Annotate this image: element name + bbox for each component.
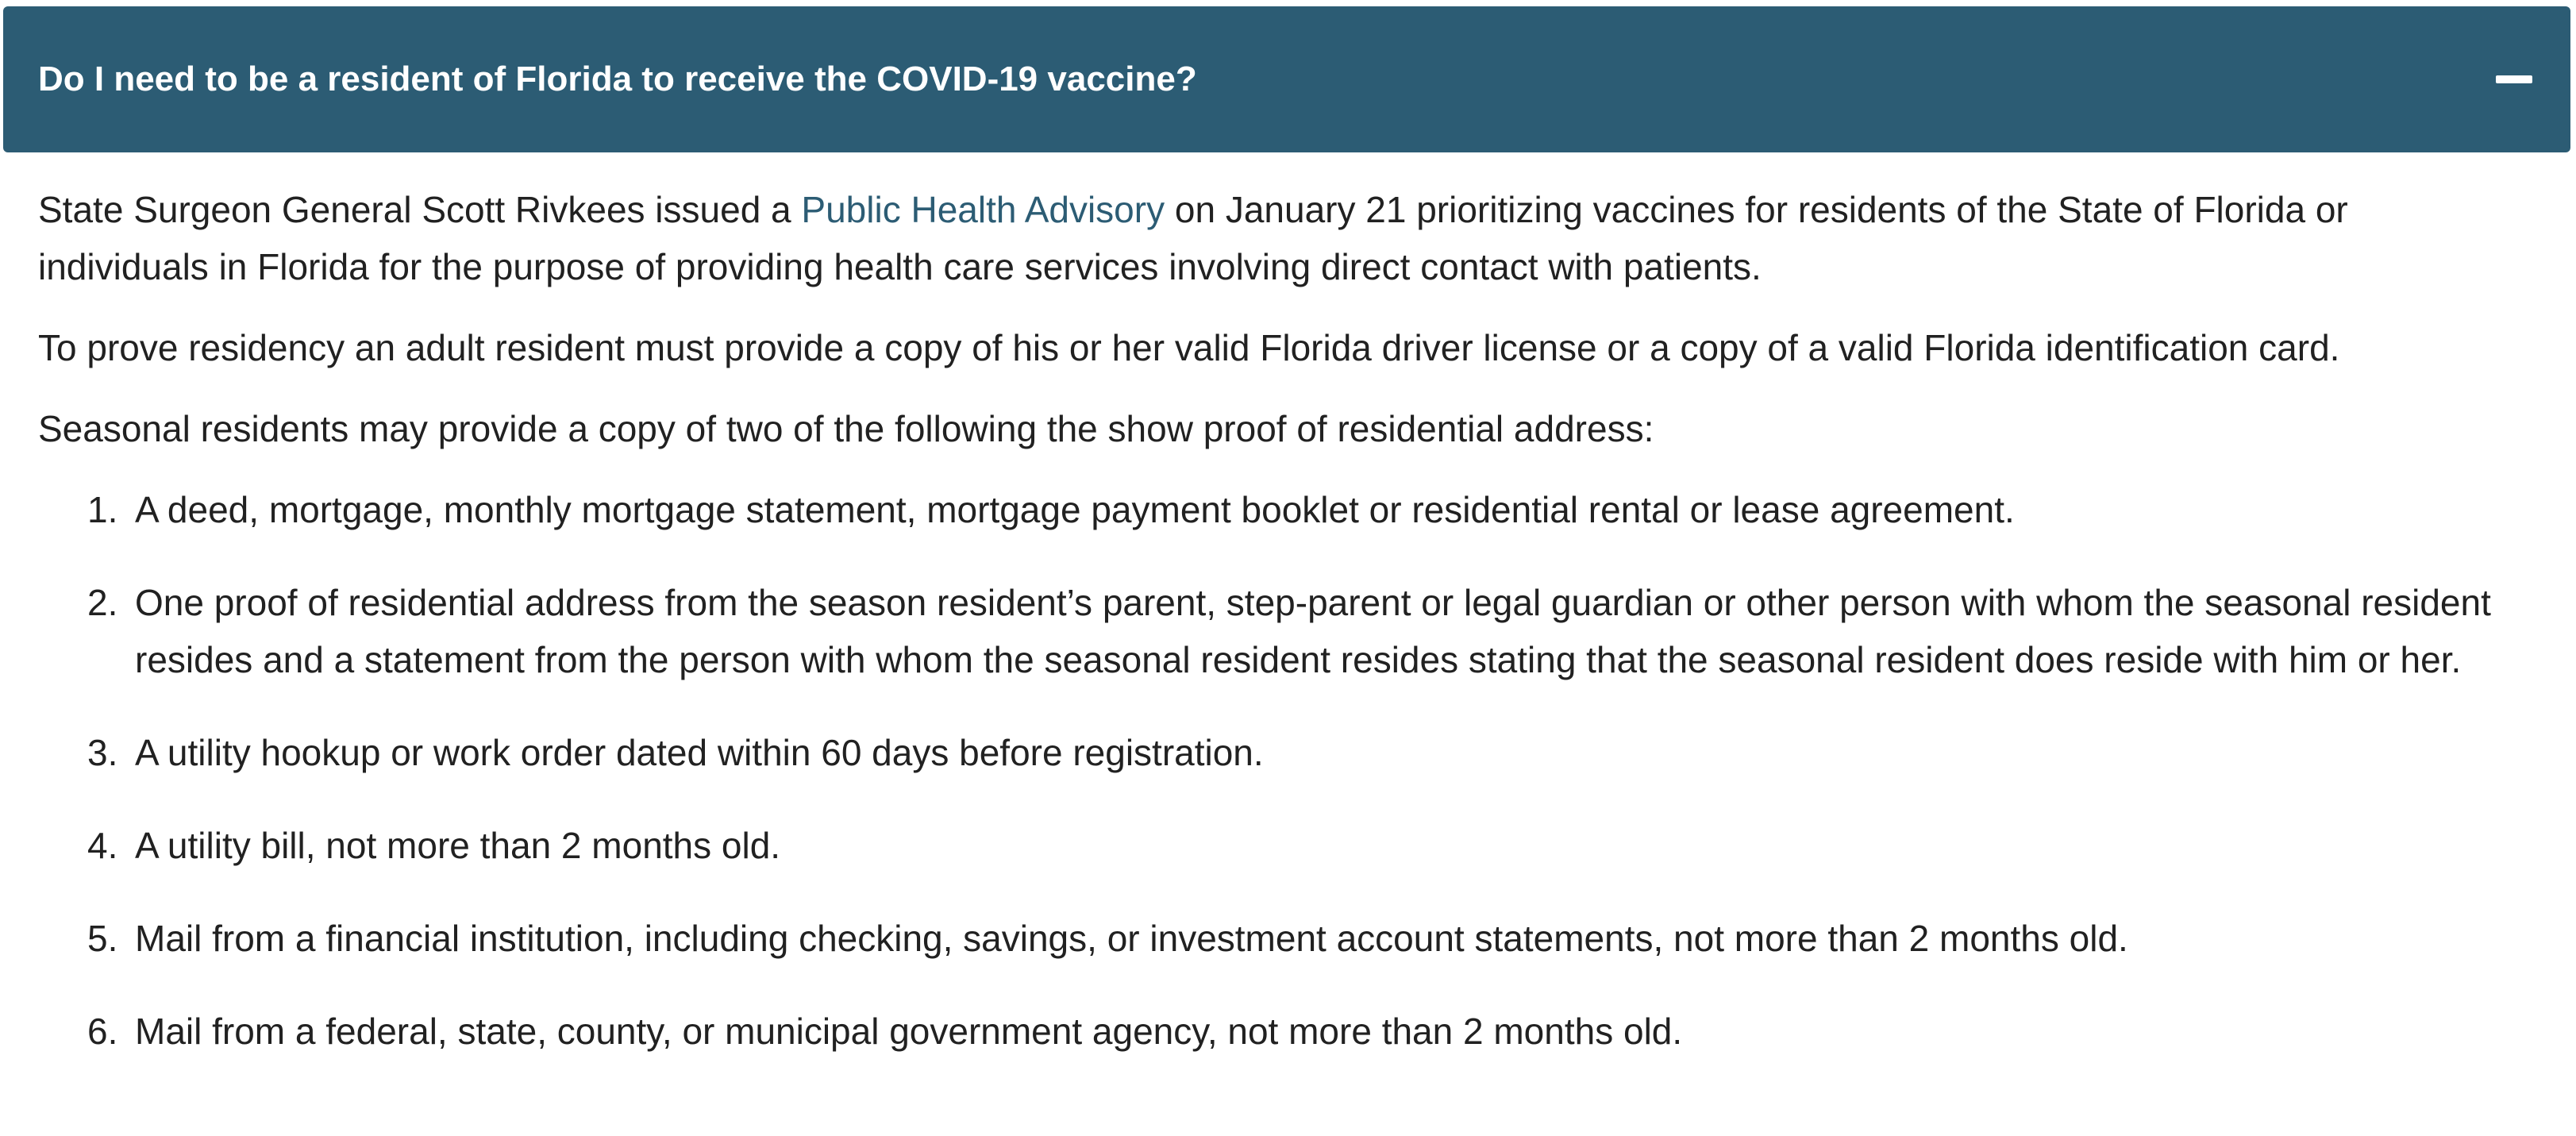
list-item [38, 481, 2564, 538]
list-item-number: 3. [87, 732, 118, 773]
list-item [38, 910, 2564, 967]
faq-answer-body [38, 181, 2539, 1096]
list-item-text: A deed, mortgage, monthly mortgage statement, mortgage payment booklet or residential rental or lease agreement. [135, 489, 2015, 530]
list-item [38, 574, 2564, 688]
faq-question-header[interactable] [3, 6, 2570, 152]
seasonal-intro-paragraph: Seasonal residents may provide a copy of two of the following the show proof of residential address: [38, 408, 1654, 449]
list-item-text: Mail from a financial institution, including checking, savings, or investment account statements, not more than 2 months old. [135, 918, 2128, 959]
list-item [38, 1003, 2564, 1060]
faq-question-title: Do I need to be a resident of Florida to receive the COVID-19 vaccine? [38, 60, 1197, 98]
list-item-text: Mail from a federal, state, county, or municipal government agency, not more than 2 months old. [135, 1011, 1683, 1052]
advisory-text-after: on January 21 prioritizing vaccines for residents of the State of Florida or individuals in Florida for the purpose of providing health care services involving direct contact with patients. [38, 189, 2348, 287]
minus-icon[interactable] [2496, 61, 2532, 98]
list-item-number: 4. [87, 825, 118, 866]
public-health-advisory-link[interactable]: Public Health Advisory [801, 189, 1165, 230]
list-item-number: 5. [87, 918, 118, 959]
residency-proof-paragraph: To prove residency an adult resident must provide a copy of his or her valid Florida driver license or a copy of a valid Florida identification card. [38, 327, 2340, 368]
advisory-text-before: State Surgeon General Scott Rivkees issued a [38, 189, 802, 230]
list-item [38, 724, 2564, 781]
list-item-number: 1. [87, 489, 118, 530]
proof-list [38, 481, 2539, 1060]
list-item [38, 817, 2564, 874]
list-item-number: 2. [87, 582, 118, 623]
list-item-text: A utility hookup or work order dated within 60 days before registration. [135, 732, 1264, 773]
list-item-text: A utility bill, not more than 2 months old. [135, 825, 781, 866]
advisory-paragraph [38, 181, 2515, 295]
list-item-number: 6. [87, 1011, 118, 1052]
list-item-text: One proof of residential address from the season resident’s parent, step-parent or legal guardian or other person with whom the seasonal resident resides and a statement from the person with whom the seasonal resident resides stating that the seasonal resident does reside with him or her. [135, 582, 2491, 680]
